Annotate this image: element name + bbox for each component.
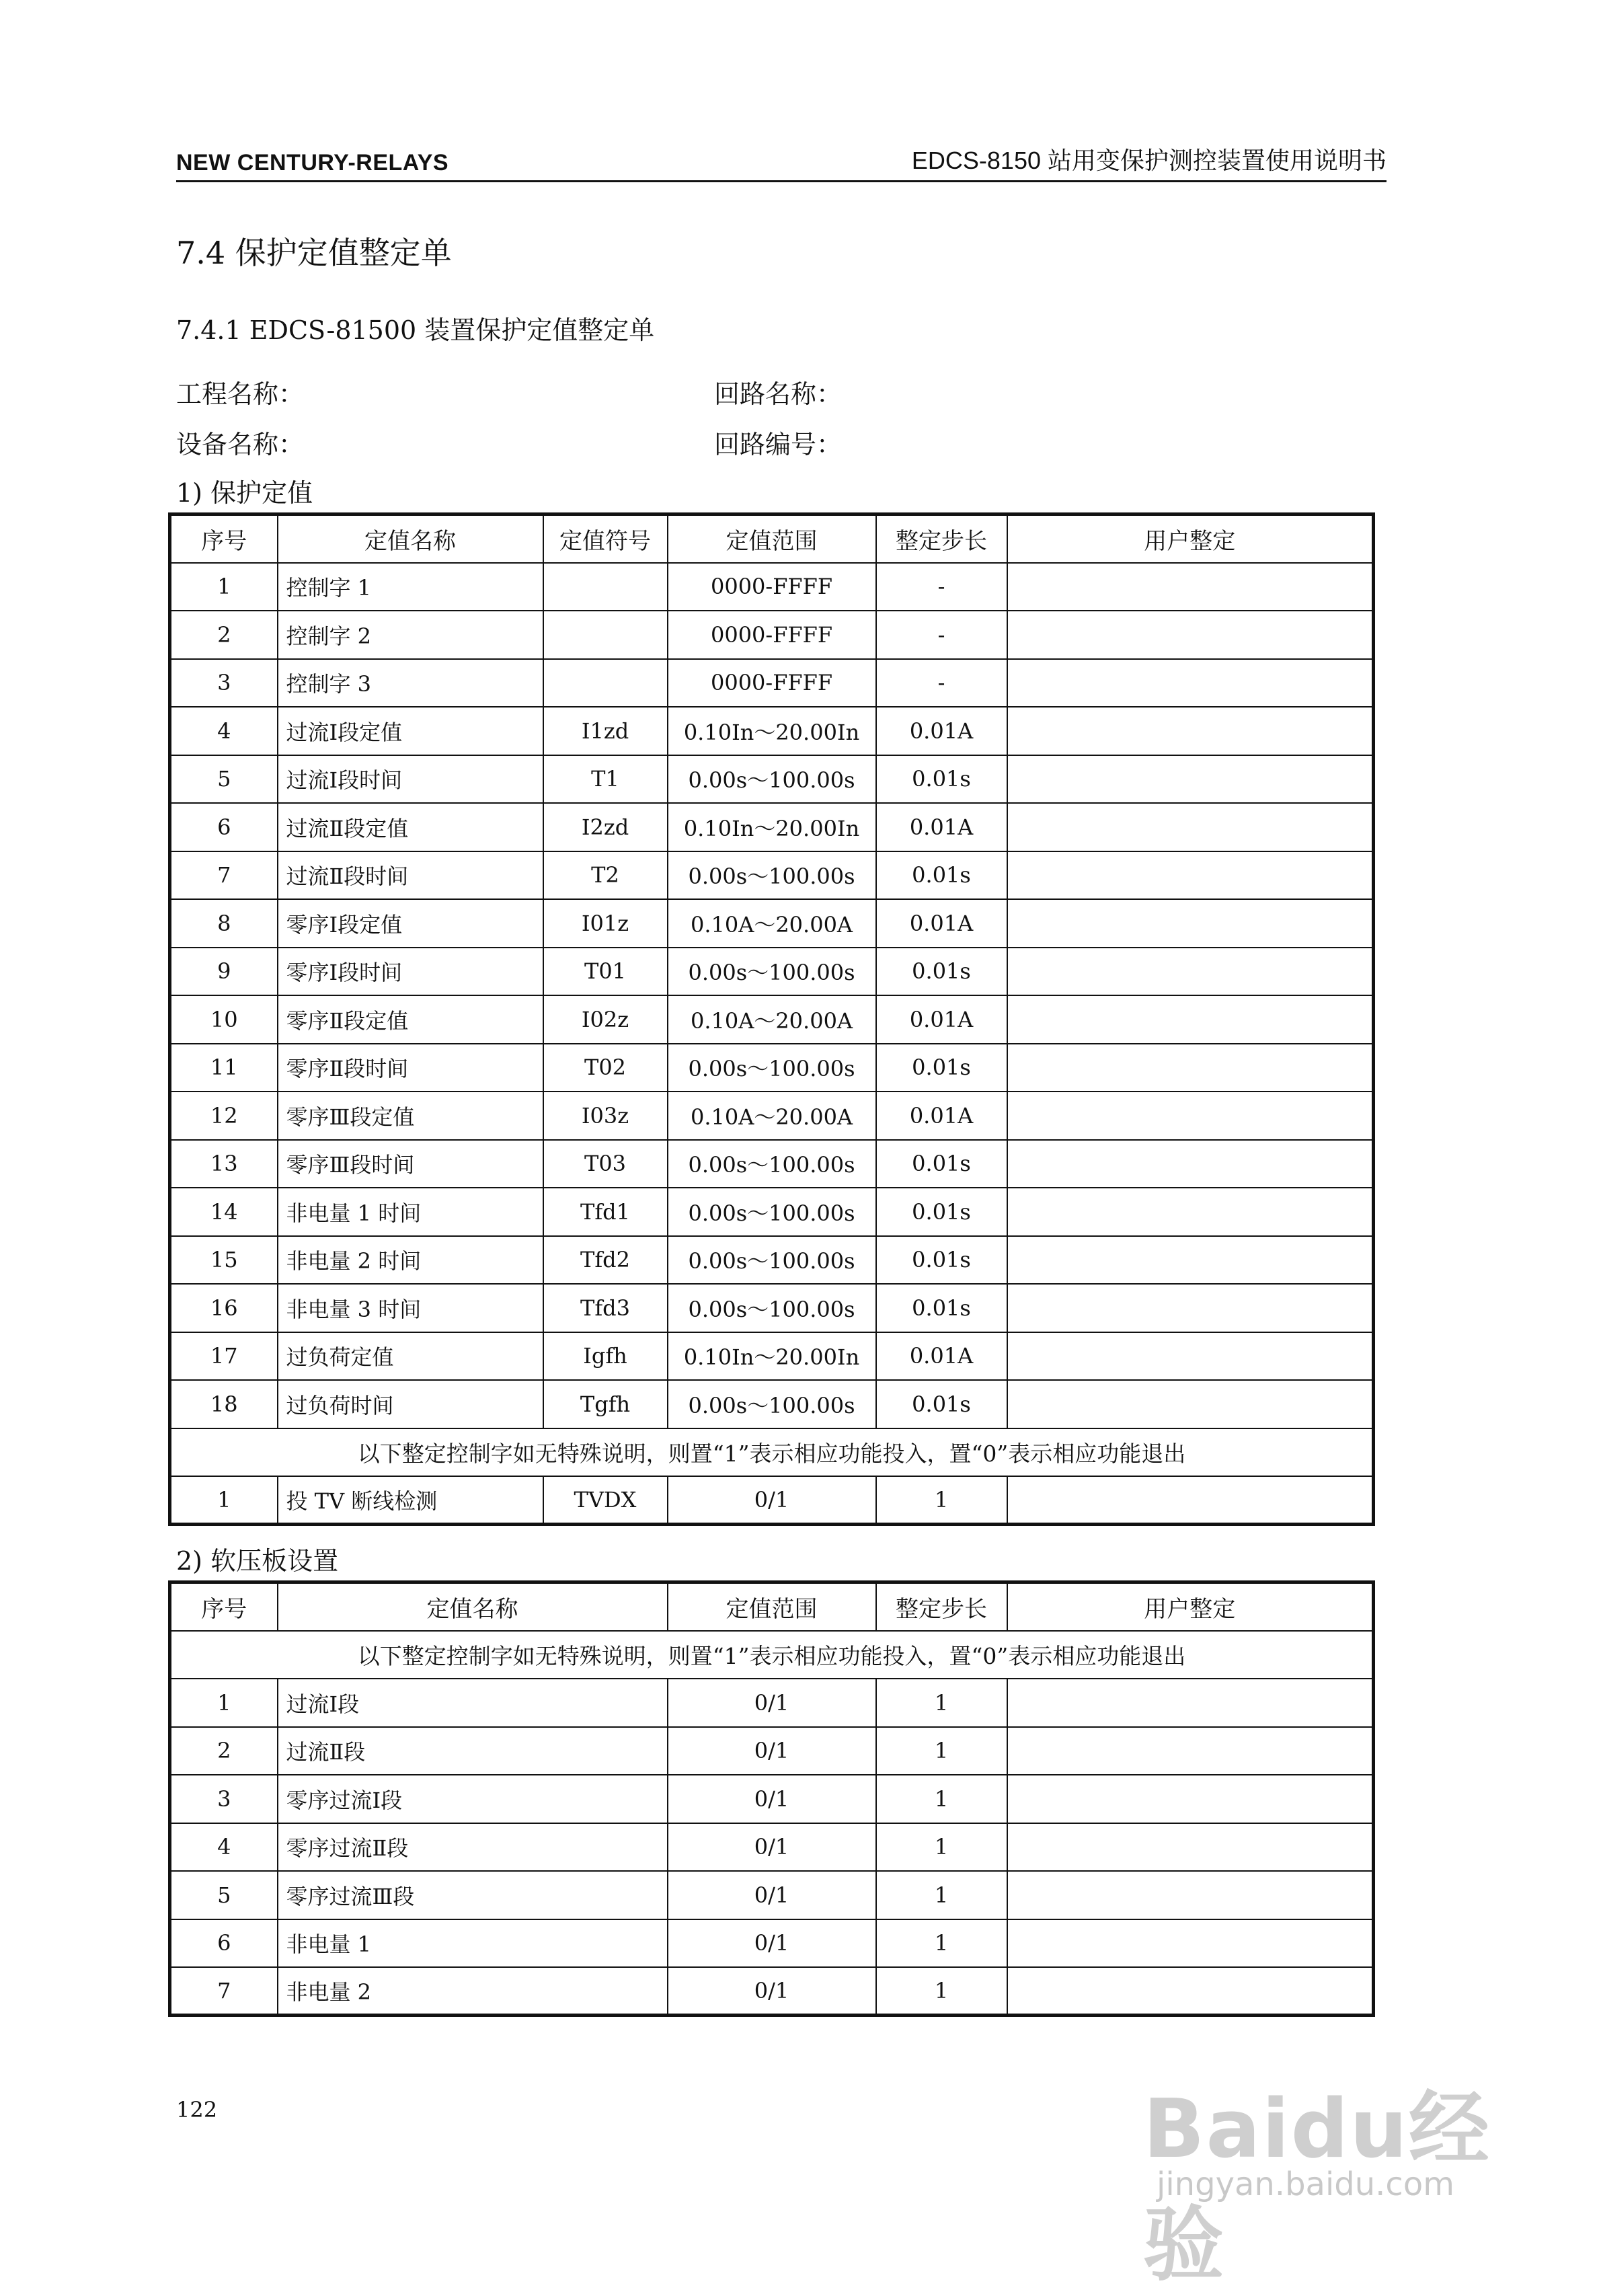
table-cell: T02 bbox=[543, 1044, 668, 1092]
table-cell: I2zd bbox=[543, 803, 668, 851]
header-company: NEW CENTURY-RELAYS bbox=[176, 150, 449, 176]
table-cell bbox=[1007, 1823, 1374, 1872]
protection-settings-table bbox=[168, 512, 1375, 1526]
table-cell: 非电量 3 时间 bbox=[278, 1284, 543, 1332]
table-cell: 1 bbox=[876, 1967, 1007, 2016]
table-cell bbox=[1007, 1140, 1374, 1188]
table-row bbox=[170, 899, 1374, 948]
table-row bbox=[170, 1476, 1374, 1525]
table-cell: 非电量 1 时间 bbox=[278, 1188, 543, 1236]
table-cell bbox=[1007, 948, 1374, 996]
table-row bbox=[170, 851, 1374, 900]
table-cell: 过负荷时间 bbox=[278, 1380, 543, 1428]
table-cell: 1 bbox=[876, 1871, 1007, 1919]
table-cell: 3 bbox=[170, 659, 278, 707]
table-cell bbox=[1007, 755, 1374, 804]
table-cell bbox=[1007, 851, 1374, 900]
table-cell: 0.10A～20.00A bbox=[668, 1092, 876, 1140]
table-cell: 1 bbox=[876, 1679, 1007, 1727]
table-cell: 0.00s～100.00s bbox=[668, 1044, 876, 1092]
table-cell: 投 TV 断线检测 bbox=[278, 1476, 543, 1525]
table-cell: 6 bbox=[170, 803, 278, 851]
table-cell: 过流Ⅱ段定值 bbox=[278, 803, 543, 851]
header-doc-title: EDCS-8150 站用变保护测控装置使用说明书 bbox=[911, 147, 1387, 174]
table-cell bbox=[1007, 1284, 1374, 1332]
part1-title: 1) 保护定值 bbox=[176, 478, 313, 508]
section-title: 7.4 保护定值整定单 bbox=[176, 235, 452, 271]
table-row bbox=[170, 948, 1374, 996]
table-cell: Tfd1 bbox=[543, 1188, 668, 1236]
table-cell: 14 bbox=[170, 1188, 278, 1236]
table-cell: 零序Ⅱ段定值 bbox=[278, 995, 543, 1044]
table-cell: 过流Ⅰ段 bbox=[278, 1679, 668, 1727]
table-cell: 15 bbox=[170, 1236, 278, 1285]
table-cell: 零序过流Ⅲ段 bbox=[278, 1871, 668, 1919]
table-row bbox=[170, 707, 1374, 755]
soft-plate-table bbox=[168, 1580, 1375, 2017]
table-cell bbox=[1007, 1188, 1374, 1236]
table-cell bbox=[1007, 611, 1374, 659]
table-cell: 10 bbox=[170, 995, 278, 1044]
table-cell: 1 bbox=[876, 1775, 1007, 1823]
table-cell: 0.00s～100.00s bbox=[668, 851, 876, 900]
table-row bbox=[170, 1967, 1374, 2016]
table-cell: 控制字 1 bbox=[278, 563, 543, 611]
header-cell: 定值范围 bbox=[668, 1582, 876, 1631]
subsection-title: 7.4.1 EDCS-81500 装置保护定值整定单 bbox=[176, 315, 655, 345]
table-cell: TVDX bbox=[543, 1476, 668, 1525]
table-cell: 17 bbox=[170, 1332, 278, 1381]
table-cell: 4 bbox=[170, 707, 278, 755]
table-cell bbox=[1007, 707, 1374, 755]
table-cell: I03z bbox=[543, 1092, 668, 1140]
table-cell bbox=[1007, 563, 1374, 611]
table-cell: 0.00s～100.00s bbox=[668, 1236, 876, 1285]
table-cell: 1 bbox=[876, 1727, 1007, 1775]
table-cell: 1 bbox=[876, 1476, 1007, 1525]
table-cell bbox=[1007, 1044, 1374, 1092]
table-cell: 过流Ⅰ段时间 bbox=[278, 755, 543, 804]
table-cell: 13 bbox=[170, 1140, 278, 1188]
table-row bbox=[170, 1823, 1374, 1872]
table-cell: 18 bbox=[170, 1380, 278, 1428]
table-cell: 0.10A～20.00A bbox=[668, 995, 876, 1044]
table-cell: 0.01s bbox=[876, 1236, 1007, 1285]
table-cell: 零序过流Ⅰ段 bbox=[278, 1775, 668, 1823]
table-cell: 0.00s～100.00s bbox=[668, 1188, 876, 1236]
table-cell: 0.01s bbox=[876, 1380, 1007, 1428]
table-cell: 过流Ⅱ段 bbox=[278, 1727, 668, 1775]
table-cell: Tfd2 bbox=[543, 1236, 668, 1285]
table-cell: 非电量 2 时间 bbox=[278, 1236, 543, 1285]
table-row bbox=[170, 611, 1374, 659]
circuit-name-label: 回路名称： bbox=[714, 379, 843, 409]
table-cell: 0.01A bbox=[876, 707, 1007, 755]
table-cell: I01z bbox=[543, 899, 668, 948]
table-cell: I1zd bbox=[543, 707, 668, 755]
table-cell: 0000-FFFF bbox=[668, 659, 876, 707]
table-cell: 0000-FFFF bbox=[668, 611, 876, 659]
table-cell: 16 bbox=[170, 1284, 278, 1332]
table-cell: 3 bbox=[170, 1775, 278, 1823]
part2-title: 2) 软压板设置 bbox=[176, 1546, 339, 1576]
table-cell: 1 bbox=[170, 563, 278, 611]
table-cell: 1 bbox=[170, 1476, 278, 1525]
header-cell: 定值符号 bbox=[543, 514, 668, 563]
table-cell: 0.01s bbox=[876, 1044, 1007, 1092]
table-cell: I02z bbox=[543, 995, 668, 1044]
table-cell bbox=[1007, 899, 1374, 948]
table-cell: 非电量 1 bbox=[278, 1919, 668, 1968]
table-cell: Tgfh bbox=[543, 1380, 668, 1428]
table-cell: 0/1 bbox=[668, 1775, 876, 1823]
table-cell: 零序Ⅲ段定值 bbox=[278, 1092, 543, 1140]
header-cell: 整定步长 bbox=[876, 1582, 1007, 1631]
table-cell bbox=[1007, 803, 1374, 851]
table-cell bbox=[543, 611, 668, 659]
table-cell: 0.01A bbox=[876, 803, 1007, 851]
table-header-row bbox=[170, 514, 1374, 563]
table-cell: 0.00s～100.00s bbox=[668, 755, 876, 804]
header-cell: 序号 bbox=[170, 1582, 278, 1631]
table-cell: 0.01A bbox=[876, 1092, 1007, 1140]
table-cell bbox=[1007, 1236, 1374, 1285]
table-cell bbox=[1007, 1332, 1374, 1381]
table-cell bbox=[543, 659, 668, 707]
table-row bbox=[170, 1332, 1374, 1381]
table-cell: 0/1 bbox=[668, 1967, 876, 2016]
table-cell: 7 bbox=[170, 851, 278, 900]
table-cell: 4 bbox=[170, 1823, 278, 1872]
table-cell: 0/1 bbox=[668, 1823, 876, 1872]
table-cell bbox=[1007, 995, 1374, 1044]
table-cell bbox=[1007, 1092, 1374, 1140]
table-cell: T2 bbox=[543, 851, 668, 900]
table-cell: 8 bbox=[170, 899, 278, 948]
watermark bbox=[1130, 2065, 1533, 2292]
table-cell bbox=[543, 563, 668, 611]
table-row bbox=[170, 1919, 1374, 1968]
watermark-url: jingyan.baidu.com bbox=[1157, 2166, 1454, 2203]
table-cell: T03 bbox=[543, 1140, 668, 1188]
table-cell: T1 bbox=[543, 755, 668, 804]
table-cell: 零序Ⅰ段定值 bbox=[278, 899, 543, 948]
table-row bbox=[170, 1044, 1374, 1092]
table-cell: 零序Ⅲ段时间 bbox=[278, 1140, 543, 1188]
table-cell: 9 bbox=[170, 948, 278, 996]
table-cell: 0.01s bbox=[876, 948, 1007, 996]
header-cell: 用户整定 bbox=[1007, 514, 1374, 563]
table-cell: 11 bbox=[170, 1044, 278, 1092]
table-cell: 过流Ⅰ段定值 bbox=[278, 707, 543, 755]
page-header bbox=[176, 141, 1387, 182]
table-cell: 0.01s bbox=[876, 851, 1007, 900]
table-cell: 0/1 bbox=[668, 1919, 876, 1968]
header-cell: 整定步长 bbox=[876, 514, 1007, 563]
project-name-label: 工程名称： bbox=[176, 379, 305, 409]
table-cell: 0.01A bbox=[876, 899, 1007, 948]
header-cell: 序号 bbox=[170, 514, 278, 563]
table-cell: 0/1 bbox=[668, 1727, 876, 1775]
table-cell: 0.00s～100.00s bbox=[668, 948, 876, 996]
table-row bbox=[170, 1188, 1374, 1236]
table-cell: - bbox=[876, 659, 1007, 707]
table-cell: 5 bbox=[170, 1871, 278, 1919]
table-cell bbox=[1007, 1476, 1374, 1525]
table-row bbox=[170, 1775, 1374, 1823]
table-cell: 1 bbox=[170, 1679, 278, 1727]
table-cell: 0.01s bbox=[876, 755, 1007, 804]
table-cell: Igfh bbox=[543, 1332, 668, 1381]
table-cell: 0.00s～100.00s bbox=[668, 1140, 876, 1188]
table-row bbox=[170, 1871, 1374, 1919]
table-cell: 1 bbox=[876, 1823, 1007, 1872]
table-cell: 0/1 bbox=[668, 1679, 876, 1727]
table-cell: 零序过流Ⅱ段 bbox=[278, 1823, 668, 1872]
table-cell: 零序Ⅰ段时间 bbox=[278, 948, 543, 996]
table-cell bbox=[1007, 1679, 1374, 1727]
table-row bbox=[170, 755, 1374, 804]
table-cell: 0.01A bbox=[876, 1332, 1007, 1381]
table-row bbox=[170, 659, 1374, 707]
header-cell: 定值范围 bbox=[668, 514, 876, 563]
table-cell: T01 bbox=[543, 948, 668, 996]
table-cell: 12 bbox=[170, 1092, 278, 1140]
watermark-logo: Baidu经验 bbox=[1143, 2083, 1491, 2292]
table-row bbox=[170, 1140, 1374, 1188]
table-cell bbox=[1007, 1919, 1374, 1968]
table-cell: 控制字 3 bbox=[278, 659, 543, 707]
device-name-label: 设备名称： bbox=[176, 430, 305, 459]
table-cell: 0.00s～100.00s bbox=[668, 1284, 876, 1332]
table-cell: 0.01s bbox=[876, 1284, 1007, 1332]
table-cell: 1 bbox=[876, 1919, 1007, 1968]
table-cell bbox=[1007, 1967, 1374, 2016]
table-cell bbox=[1007, 1380, 1374, 1428]
table-cell: 0.10In～20.00In bbox=[668, 803, 876, 851]
table-cell bbox=[1007, 659, 1374, 707]
table-cell: 7 bbox=[170, 1967, 278, 2016]
table-cell: - bbox=[876, 563, 1007, 611]
note-row bbox=[170, 1428, 1374, 1477]
table-cell: 2 bbox=[170, 1727, 278, 1775]
table-row bbox=[170, 1727, 1374, 1775]
header-cell: 定值名称 bbox=[278, 514, 543, 563]
table-row bbox=[170, 1236, 1374, 1285]
table-cell: 过流Ⅱ段时间 bbox=[278, 851, 543, 900]
table-cell: 0000-FFFF bbox=[668, 563, 876, 611]
table-cell: - bbox=[876, 611, 1007, 659]
table-row bbox=[170, 803, 1374, 851]
table-cell: 5 bbox=[170, 755, 278, 804]
table-row bbox=[170, 995, 1374, 1044]
table-cell: 2 bbox=[170, 611, 278, 659]
table-cell: 0.01A bbox=[876, 995, 1007, 1044]
table-cell: 6 bbox=[170, 1919, 278, 1968]
page-number: 122 bbox=[176, 2097, 218, 2122]
note-row bbox=[170, 1631, 1374, 1679]
table-cell: 0.01s bbox=[876, 1188, 1007, 1236]
table-cell: 控制字 2 bbox=[278, 611, 543, 659]
table-row bbox=[170, 1284, 1374, 1332]
table-cell: 0/1 bbox=[668, 1476, 876, 1525]
table-row bbox=[170, 1679, 1374, 1727]
table-cell: 0.00s～100.00s bbox=[668, 1380, 876, 1428]
table-cell: 0.10A～20.00A bbox=[668, 899, 876, 948]
circuit-number-label: 回路编号： bbox=[714, 430, 843, 459]
table-cell: 0.10In～20.00In bbox=[668, 707, 876, 755]
table-cell: 0/1 bbox=[668, 1871, 876, 1919]
table-cell bbox=[1007, 1775, 1374, 1823]
table-row bbox=[170, 1380, 1374, 1428]
table-cell: 0.10In～20.00In bbox=[668, 1332, 876, 1381]
table-row bbox=[170, 563, 1374, 611]
header-cell: 用户整定 bbox=[1007, 1582, 1374, 1631]
table-row bbox=[170, 1092, 1374, 1140]
table-cell: 过负荷定值 bbox=[278, 1332, 543, 1381]
table-cell: 零序Ⅱ段时间 bbox=[278, 1044, 543, 1092]
note-text: 以下整定控制字如无特殊说明，则置“1”表示相应功能投入，置“0”表示相应功能退出 bbox=[170, 1631, 1374, 1679]
table-cell: Tfd3 bbox=[543, 1284, 668, 1332]
header-cell: 定值名称 bbox=[278, 1582, 668, 1631]
table-header-row bbox=[170, 1582, 1374, 1631]
table-cell: 0.01s bbox=[876, 1140, 1007, 1188]
note-text: 以下整定控制字如无特殊说明，则置“1”表示相应功能投入，置“0”表示相应功能退出 bbox=[170, 1428, 1374, 1477]
table-cell bbox=[1007, 1727, 1374, 1775]
table-cell: 非电量 2 bbox=[278, 1967, 668, 2016]
table-cell bbox=[1007, 1871, 1374, 1919]
